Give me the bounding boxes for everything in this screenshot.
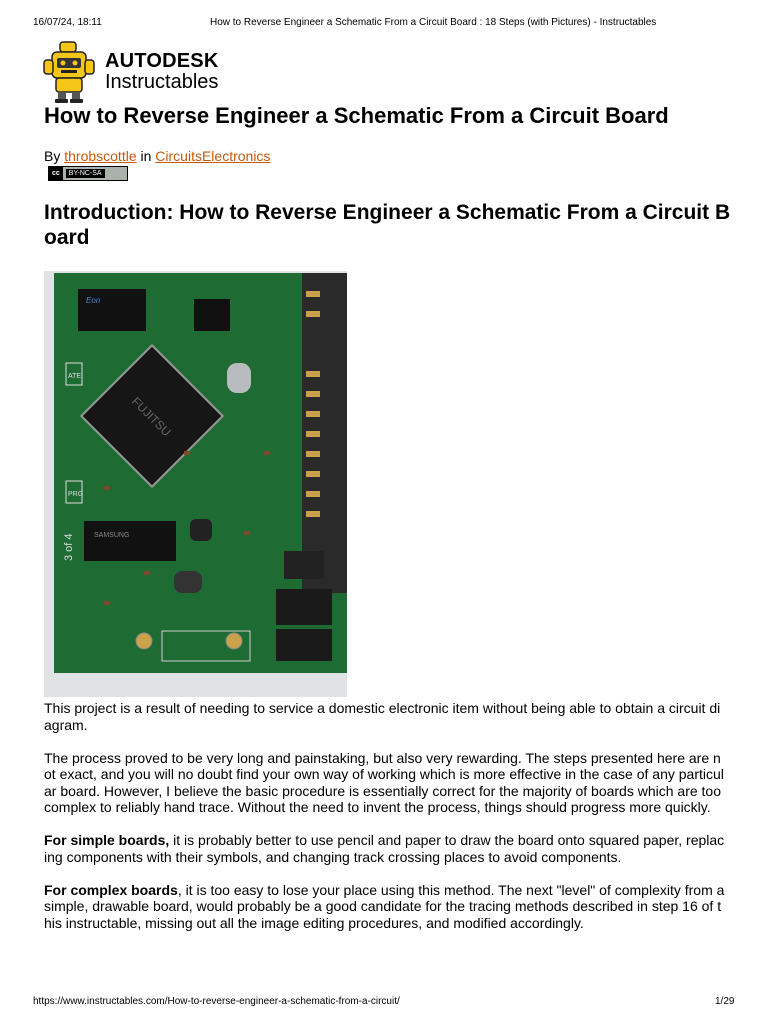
flash-chip-label: Eon [86, 296, 101, 305]
board-id-silkscreen: 3 of 4 [63, 533, 75, 561]
paragraph-1-text: This project is a result of needing to service a domestic electronic item without being able to obtain a circuit diagram. [44, 700, 721, 733]
ate-silkscreen: ATE [68, 373, 82, 380]
paragraph-3 [44, 832, 726, 865]
cc-license-badge[interactable] [48, 166, 128, 181]
sram-chip-label: SAMSUNG [94, 532, 130, 539]
print-header-date: 16/07/24, 18:11 [33, 17, 102, 28]
paragraph-3-text: it is probably better to use pencil and paper to draw the board onto squared paper, replacing components with their symbols, and changing track crossing places to avoid components. [44, 832, 725, 865]
article-title: How to Reverse Engineer a Schematic From a Circuit Board [44, 103, 669, 128]
category-link[interactable]: CircuitsElectronics [155, 148, 271, 164]
print-header-title: How to Reverse Engineer a Schematic From a Circuit Board : 18 Steps (with Pictures) - Instructables [210, 17, 657, 28]
paragraph-4-bold: For complex boards [44, 881, 178, 898]
author-link[interactable]: throbscottle [64, 148, 137, 164]
circuit-board-photo [44, 271, 347, 697]
instructables-logo[interactable] [42, 40, 242, 104]
by-label: By [44, 148, 61, 164]
mcu-chip-label: FUJITSU [128, 394, 174, 440]
byline [44, 148, 270, 164]
print-footer-page: 1/29 [715, 996, 735, 1007]
paragraph-4 [44, 882, 726, 932]
prg-silkscreen: PRG [68, 491, 84, 498]
in-label: in [140, 148, 152, 164]
paragraph-4-text: , it is too easy to lose your place using this method. The next "level" of complexity from a simple, drawable board, would probably be a good candidate for the tracing methods described in step 16 of this instructable, missing out all the image editing procedures, and modified accordingly. [44, 881, 725, 931]
print-footer-url[interactable]: https://www.instructables.com/How-to-reverse-engineer-a-schematic-from-a-circuit/ [33, 996, 400, 1007]
article-body [44, 700, 726, 948]
paragraph-1 [44, 700, 726, 733]
robot-mascot-icon [42, 40, 96, 104]
paragraph-2-text: The process proved to be very long and painstaking, but also very rewarding. The steps presented here are not exact, and you will no doubt find your own way of working which is more effective in the case of any particular board. However, I believe the basic procedure is essentially correct for the majority of boards which are too complex to reliably hand trace. Without the need to invent the process, things should progress more quickly. [44, 749, 724, 815]
cc-icon: cc [49, 167, 63, 180]
logo-brand-autodesk: AUTODESK [105, 50, 219, 72]
cc-terms: BY-NC-SA [66, 169, 105, 178]
paragraph-2 [44, 750, 726, 816]
paragraph-3-bold: For simple boards, [44, 832, 170, 848]
logo-brand-instructables: Instructables [105, 71, 219, 93]
intro-heading: Introduction: How to Reverse Engineer a Schematic From a Circuit Board [44, 201, 731, 249]
